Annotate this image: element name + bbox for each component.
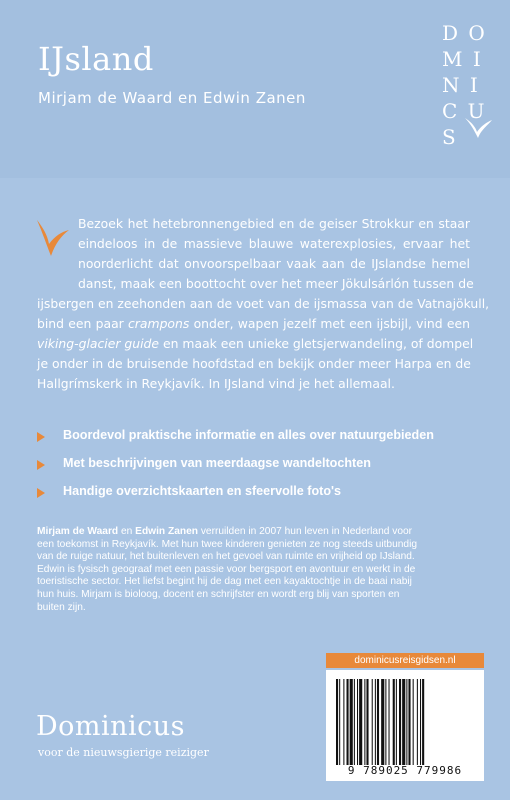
publisher-brand: Dominicus — [36, 711, 186, 742]
isbn-number: 9 789025 779986 — [347, 764, 463, 777]
bio-line — [37, 526, 477, 539]
description-line: je onder in de bruisende hoofdstad en bekijk onder meer Harpa en de — [37, 356, 471, 371]
description-line: eindeloos in de massieve blauwe waterexplosies, ervaar het — [78, 236, 470, 251]
logo-letters-1: D O — [442, 21, 487, 45]
swift-bird-icon — [33, 218, 71, 258]
description-line: Hallgrímskerk in Reykjavík. In IJsland vind je het allemaal. — [37, 376, 395, 391]
book-authors: Mirjam de Waard en Edwin Zanen — [38, 89, 306, 107]
logo-letters-4: C U — [442, 99, 487, 123]
logo-letters-3: N I — [442, 73, 480, 97]
description-line: danst, maak een boottocht over het meer Jökulsárlón tussen de — [78, 276, 474, 291]
list-item-label: Met beschrijvingen van meerdaagse wandeltochten — [63, 456, 371, 470]
swift-bird-icon — [463, 114, 493, 142]
bio-line: van de ruige natuur, het buitenleven en het gevoel van ruimte en vrijheid op IJsland. — [37, 551, 415, 563]
bio-conjunction: en — [118, 526, 136, 537]
barcode-bars — [336, 679, 474, 765]
list-item-label: Handige overzichtskaarten en sfeervolle foto's — [63, 484, 342, 498]
logo-letters-5: S — [442, 125, 458, 149]
bio-line: een toekomst in Reykjavík. Met hun twee kinderen genieten ze nog steeds uitbundig — [37, 538, 418, 550]
barcode — [326, 670, 484, 781]
description-line: noorderlicht dat onvoorspelbaar vaak aan de IJslandse hemel — [78, 256, 470, 271]
publisher-url: dominicusreisgidsen.nl — [326, 653, 484, 668]
list-item-label: Boordevol praktische informatie en alles over natuurgebieden — [63, 428, 434, 442]
logo-letters-2: M I — [442, 47, 483, 71]
description — [78, 214, 474, 294]
bio-line: Edwin is fysisch geograaf met een passie voor bergsport en avontuur en werkt in de — [37, 563, 416, 575]
triangle-bullet-icon — [37, 488, 45, 498]
bio-line: hun huis. Mirjam is bioloog, docent en schrijfster en wordt erg blij van sporten en — [37, 588, 400, 600]
author-bio — [37, 526, 477, 614]
bio-line: buiten zijn. — [37, 601, 86, 613]
triangle-bullet-icon — [37, 432, 45, 442]
bio-text: verruilden in 2007 hun leven in Nederland voor — [197, 526, 413, 537]
description-line: ijsbergen en zeehonden aan de voet van de ijsmassa van de Vatnajökull, — [37, 296, 490, 311]
book-title: IJsland — [38, 40, 154, 78]
description-line: bind een paar crampons onder, wapen jezelf met een ijsbijl, vind een — [37, 316, 470, 331]
description-continued — [37, 294, 490, 394]
description-line: Bezoek het hetebronnengebied en de geiser Strokkur en staar — [78, 216, 470, 231]
triangle-bullet-icon — [37, 460, 45, 470]
description-line: viking-glacier guide en maak een unieke gletsjerwandeling, of dompel — [37, 336, 474, 351]
author-name: Mirjam de Waard — [37, 526, 119, 537]
publisher-tagline: voor de nieuwsgierige reiziger — [38, 746, 209, 759]
author-name: Edwin Zanen — [135, 526, 198, 537]
bio-line: toeristische sector. Het liefst begint hij de dag met een kayaktochtje in de baai nabij — [37, 576, 412, 588]
